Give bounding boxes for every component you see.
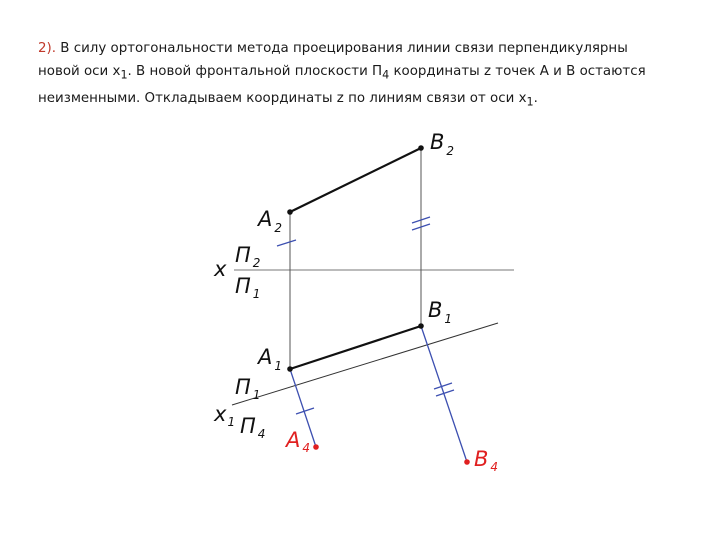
point-b1 (418, 323, 424, 329)
step-number: 2). (38, 41, 57, 56)
link-line-b4 (421, 326, 467, 462)
label-p1-top: П $_1$ (235, 274, 261, 301)
label-a1: A $_1$ (258, 345, 283, 373)
label-b1: B $_1$ (428, 298, 453, 326)
point-a2 (287, 209, 293, 215)
label-p1-low: П $_1$ (235, 375, 261, 402)
caption-line-3b: . (533, 90, 538, 106)
label-b2: B $_2$ (430, 130, 455, 158)
caption-line-2c: координаты z точек А и В остаются (389, 64, 646, 79)
caption-line-3a: неизменными. Откладываем координаты z по линиям связи от оси x (38, 90, 527, 106)
label-b4: B $_4$ (474, 447, 499, 474)
caption-line-1: В силу ортогональности метода проецирования линии связи перпендикулярны (60, 41, 628, 56)
segment-a1-b1 (290, 326, 421, 369)
caption-sub: 1 (526, 95, 534, 109)
caption-sub: 4 (382, 68, 390, 82)
segment-a2-b2 (290, 148, 421, 212)
caption-line-2b: . В новой фронтальной плоскости П (127, 64, 383, 79)
tick-mark-b4 (434, 383, 452, 389)
label-x1: $x_1$ (214, 402, 236, 429)
label-x: x (214, 257, 227, 281)
label-p4: П $_4$ (240, 414, 266, 441)
point-b2 (418, 145, 424, 151)
tick-mark-a2 (277, 240, 296, 246)
caption-line-2a: новой оси x (38, 64, 121, 79)
point-a1 (287, 366, 293, 372)
label-p2-top: П $_2$ (235, 243, 261, 270)
point-b4 (464, 459, 470, 465)
label-a4: A $_4$ (286, 428, 311, 455)
caption-sub: 1 (120, 68, 128, 82)
label-a2: A $_2$ (258, 207, 283, 235)
point-a4 (313, 444, 319, 450)
